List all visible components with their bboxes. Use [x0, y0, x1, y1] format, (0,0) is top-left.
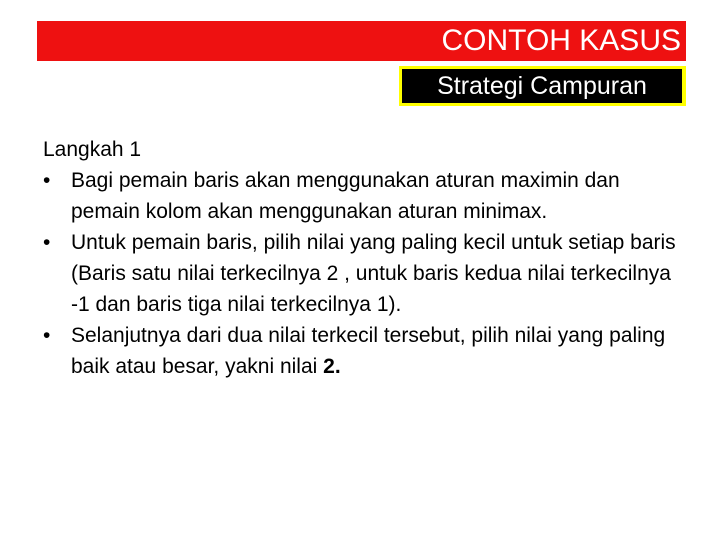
step-heading: Langkah 1 [43, 138, 142, 161]
bullet-text-3: Selanjutnya dari dua nilai terkecil tersebut, pilih nilai yang paling baik atau besar, yakni nilai [71, 324, 666, 378]
bullet-list [43, 165, 693, 382]
slide-content [43, 134, 693, 382]
bullet-item-2 [43, 227, 693, 320]
subtitle-box [399, 66, 686, 106]
slide-subtitle: Strategi Campuran [402, 69, 682, 103]
title-bar [37, 21, 686, 61]
bullet-text-1: Bagi pemain baris akan menggunakan aturan maximin dan pemain kolom akan menggunakan aturan minimax. [71, 169, 620, 223]
bullet-item-3 [43, 320, 693, 382]
slide-title: CONTOH KASUS [441, 24, 681, 57]
bullet-icon: • [43, 169, 51, 192]
bullet-icon: • [43, 231, 51, 254]
bullet-emphasis-value: 2. [323, 355, 341, 378]
bullet-item-1 [43, 165, 693, 227]
bullet-text-2: Untuk pemain baris, pilih nilai yang paling kecil untuk setiap baris (Baris satu nilai terkecilnya 2 , untuk baris kedua nilai terkecilnya -1 dan baris tiga nilai terkecilnya 1). [71, 231, 676, 316]
bullet-icon: • [43, 324, 51, 347]
